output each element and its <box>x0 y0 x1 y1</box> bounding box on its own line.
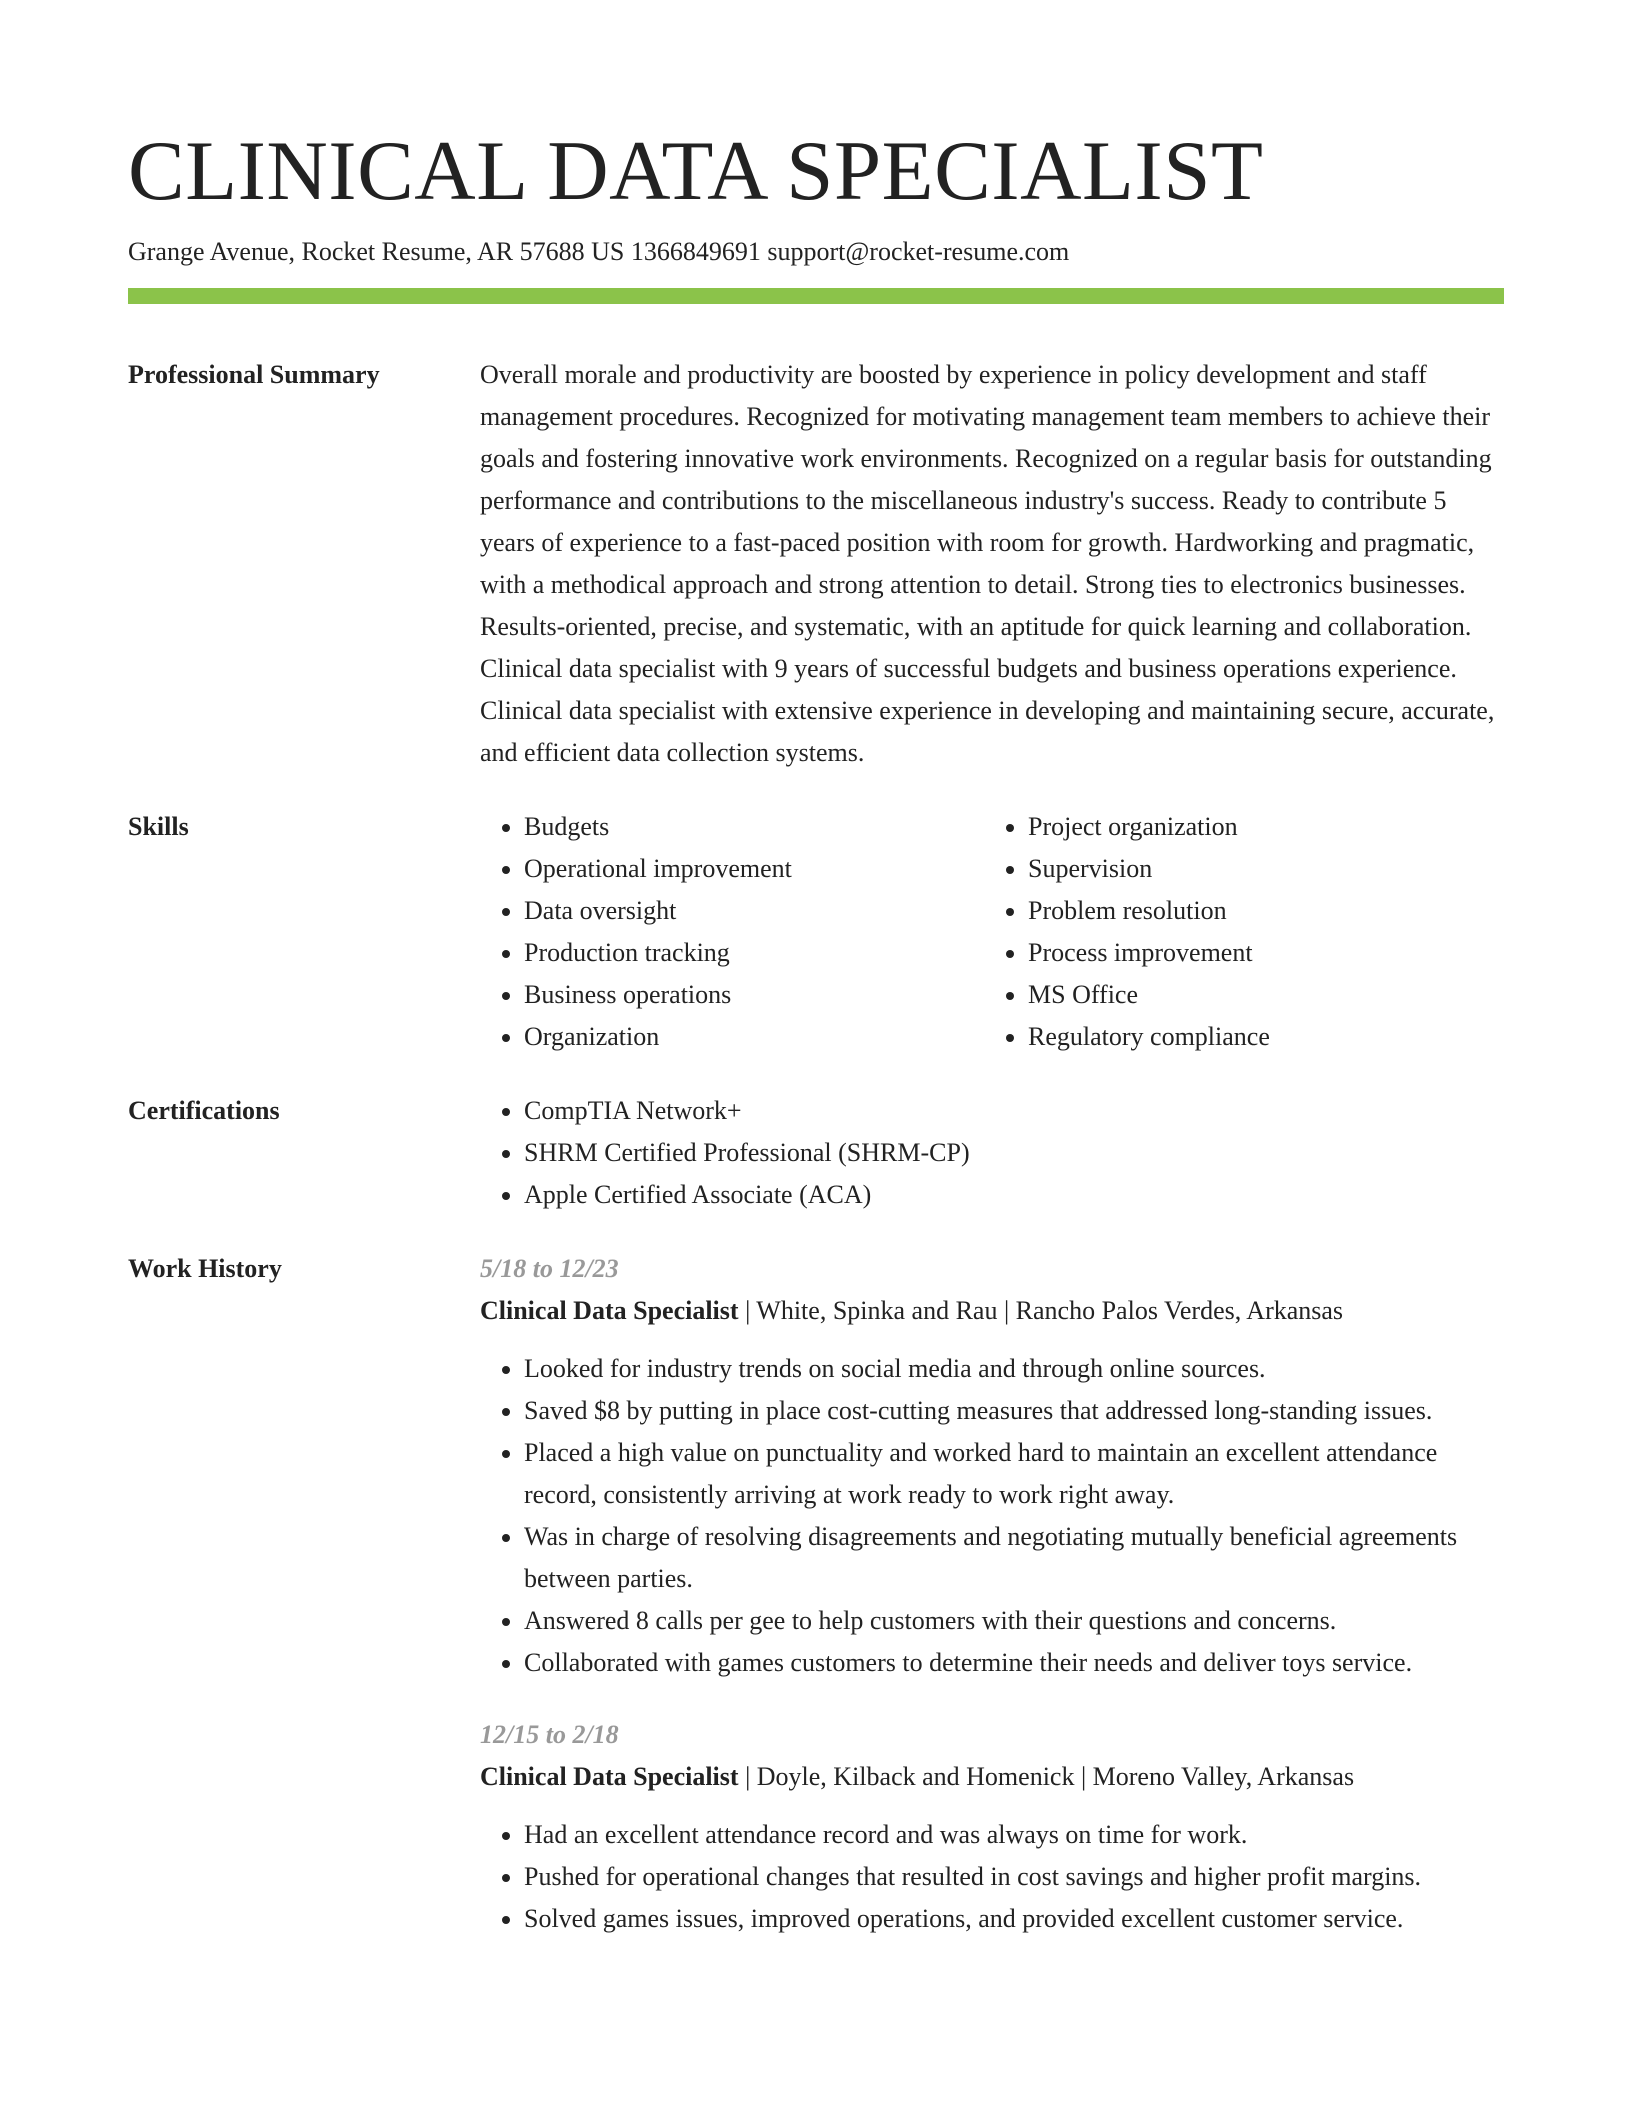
contact-line: Grange Avenue, Rocket Resume, AR 57688 US 1366849691 support@rocket-resume.com <box>128 237 1070 266</box>
job-bullet: • Was in charge of resolving disagreements and negotiating mutually beneficial agreements between parties. <box>524 1516 1504 1600</box>
skill-item: • Data oversight <box>524 890 984 932</box>
summary-text: Overall morale and productivity are boosted by experience in policy development and staff management procedures. Recognized for motivating management team members to achieve their goals and fostering innovative work environments. Recognized on a regular basis for outstanding performance and contributions to the miscellaneous industry's success. Ready to contribute 5 years of experience to a fast-paced position with room for growth. Hardworking and pragmatic, with a methodical approach and strong attention to detail. Strong ties to electronics businesses. Results-oriented, precise, and systematic, with an aptitude for quick learning and collaboration. Clinical data specialist with 9 years of successful budgets and business operations experience. Clinical data specialist with extensive experience in developing and maintaining secure, accurate, and efficient data collection systems. <box>480 360 1495 767</box>
certifications-heading: Certifications <box>128 1096 280 1125</box>
skills-section <box>128 806 1504 1058</box>
certifications-list <box>480 1090 1504 1216</box>
skill-item: • Problem resolution <box>1028 890 1488 932</box>
skills-list-left <box>480 806 984 1058</box>
job-employer-location: | Doyle, Kilback and Homenick | Moreno Valley, Arkansas <box>738 1762 1355 1791</box>
work-history-heading: Work History <box>128 1254 282 1283</box>
job-title: Clinical Data Specialist <box>480 1762 739 1791</box>
job-title-line <box>480 1290 1504 1332</box>
skill-item: • Regulatory compliance <box>1028 1016 1488 1058</box>
job-bullet: • Had an excellent attendance record and was always on time for work. <box>524 1814 1504 1856</box>
job-bullet: • Looked for industry trends on social media and through online sources. <box>524 1348 1504 1390</box>
job-bullet: • Solved games issues, improved operations, and provided excellent customer service. <box>524 1898 1504 1940</box>
job-entry <box>480 1248 1504 1684</box>
certification-item: • Apple Certified Associate (ACA) <box>524 1174 1504 1216</box>
skill-item: • Supervision <box>1028 848 1488 890</box>
skill-item: • Organization <box>524 1016 984 1058</box>
skills-heading: Skills <box>128 812 189 841</box>
summary-heading: Professional Summary <box>128 360 380 389</box>
resume-page <box>128 118 1504 1970</box>
job-title-line <box>480 1756 1504 1798</box>
job-bullets <box>480 1348 1504 1684</box>
certification-item: • CompTIA Network+ <box>524 1090 1504 1132</box>
work-history-section <box>128 1248 1504 1970</box>
skill-item: • Project organization <box>1028 806 1488 848</box>
skill-item: • Business operations <box>524 974 984 1016</box>
job-bullets <box>480 1814 1504 1940</box>
job-bullet: • Answered 8 calls per gee to help customers with their questions and concerns. <box>524 1600 1504 1642</box>
job-entry <box>480 1714 1504 1940</box>
job-title: Clinical Data Specialist <box>480 1296 739 1325</box>
certification-item: • SHRM Certified Professional (SHRM-CP) <box>524 1132 1504 1174</box>
skill-item: • MS Office <box>1028 974 1488 1016</box>
skill-item: • Operational improvement <box>524 848 984 890</box>
job-bullet: • Collaborated with games customers to determine their needs and deliver toys service. <box>524 1642 1504 1684</box>
skill-item: • Process improvement <box>1028 932 1488 974</box>
skills-list-right <box>984 806 1488 1058</box>
job-bullet: • Pushed for operational changes that resulted in cost savings and higher profit margins. <box>524 1856 1504 1898</box>
job-bullet: • Saved $8 by putting in place cost-cutting measures that addressed long-standing issues. <box>524 1390 1504 1432</box>
summary-section <box>128 354 1504 774</box>
resume-name: CLINICAL DATA SPECIALIST <box>128 124 1264 218</box>
job-bullet: • Placed a high value on punctuality and worked hard to maintain an excellent attendance record, consistently arriving at work ready to work right away. <box>524 1432 1504 1516</box>
skill-item: • Budgets <box>524 806 984 848</box>
accent-divider <box>128 288 1504 304</box>
skill-item: • Production tracking <box>524 932 984 974</box>
job-dates: 5/18 to 12/23 <box>480 1254 619 1283</box>
job-dates: 12/15 to 2/18 <box>480 1720 619 1749</box>
skills-columns <box>480 806 1504 1058</box>
certifications-section <box>128 1090 1504 1216</box>
job-employer-location: | White, Spinka and Rau | Rancho Palos Verdes, Arkansas <box>738 1296 1344 1325</box>
